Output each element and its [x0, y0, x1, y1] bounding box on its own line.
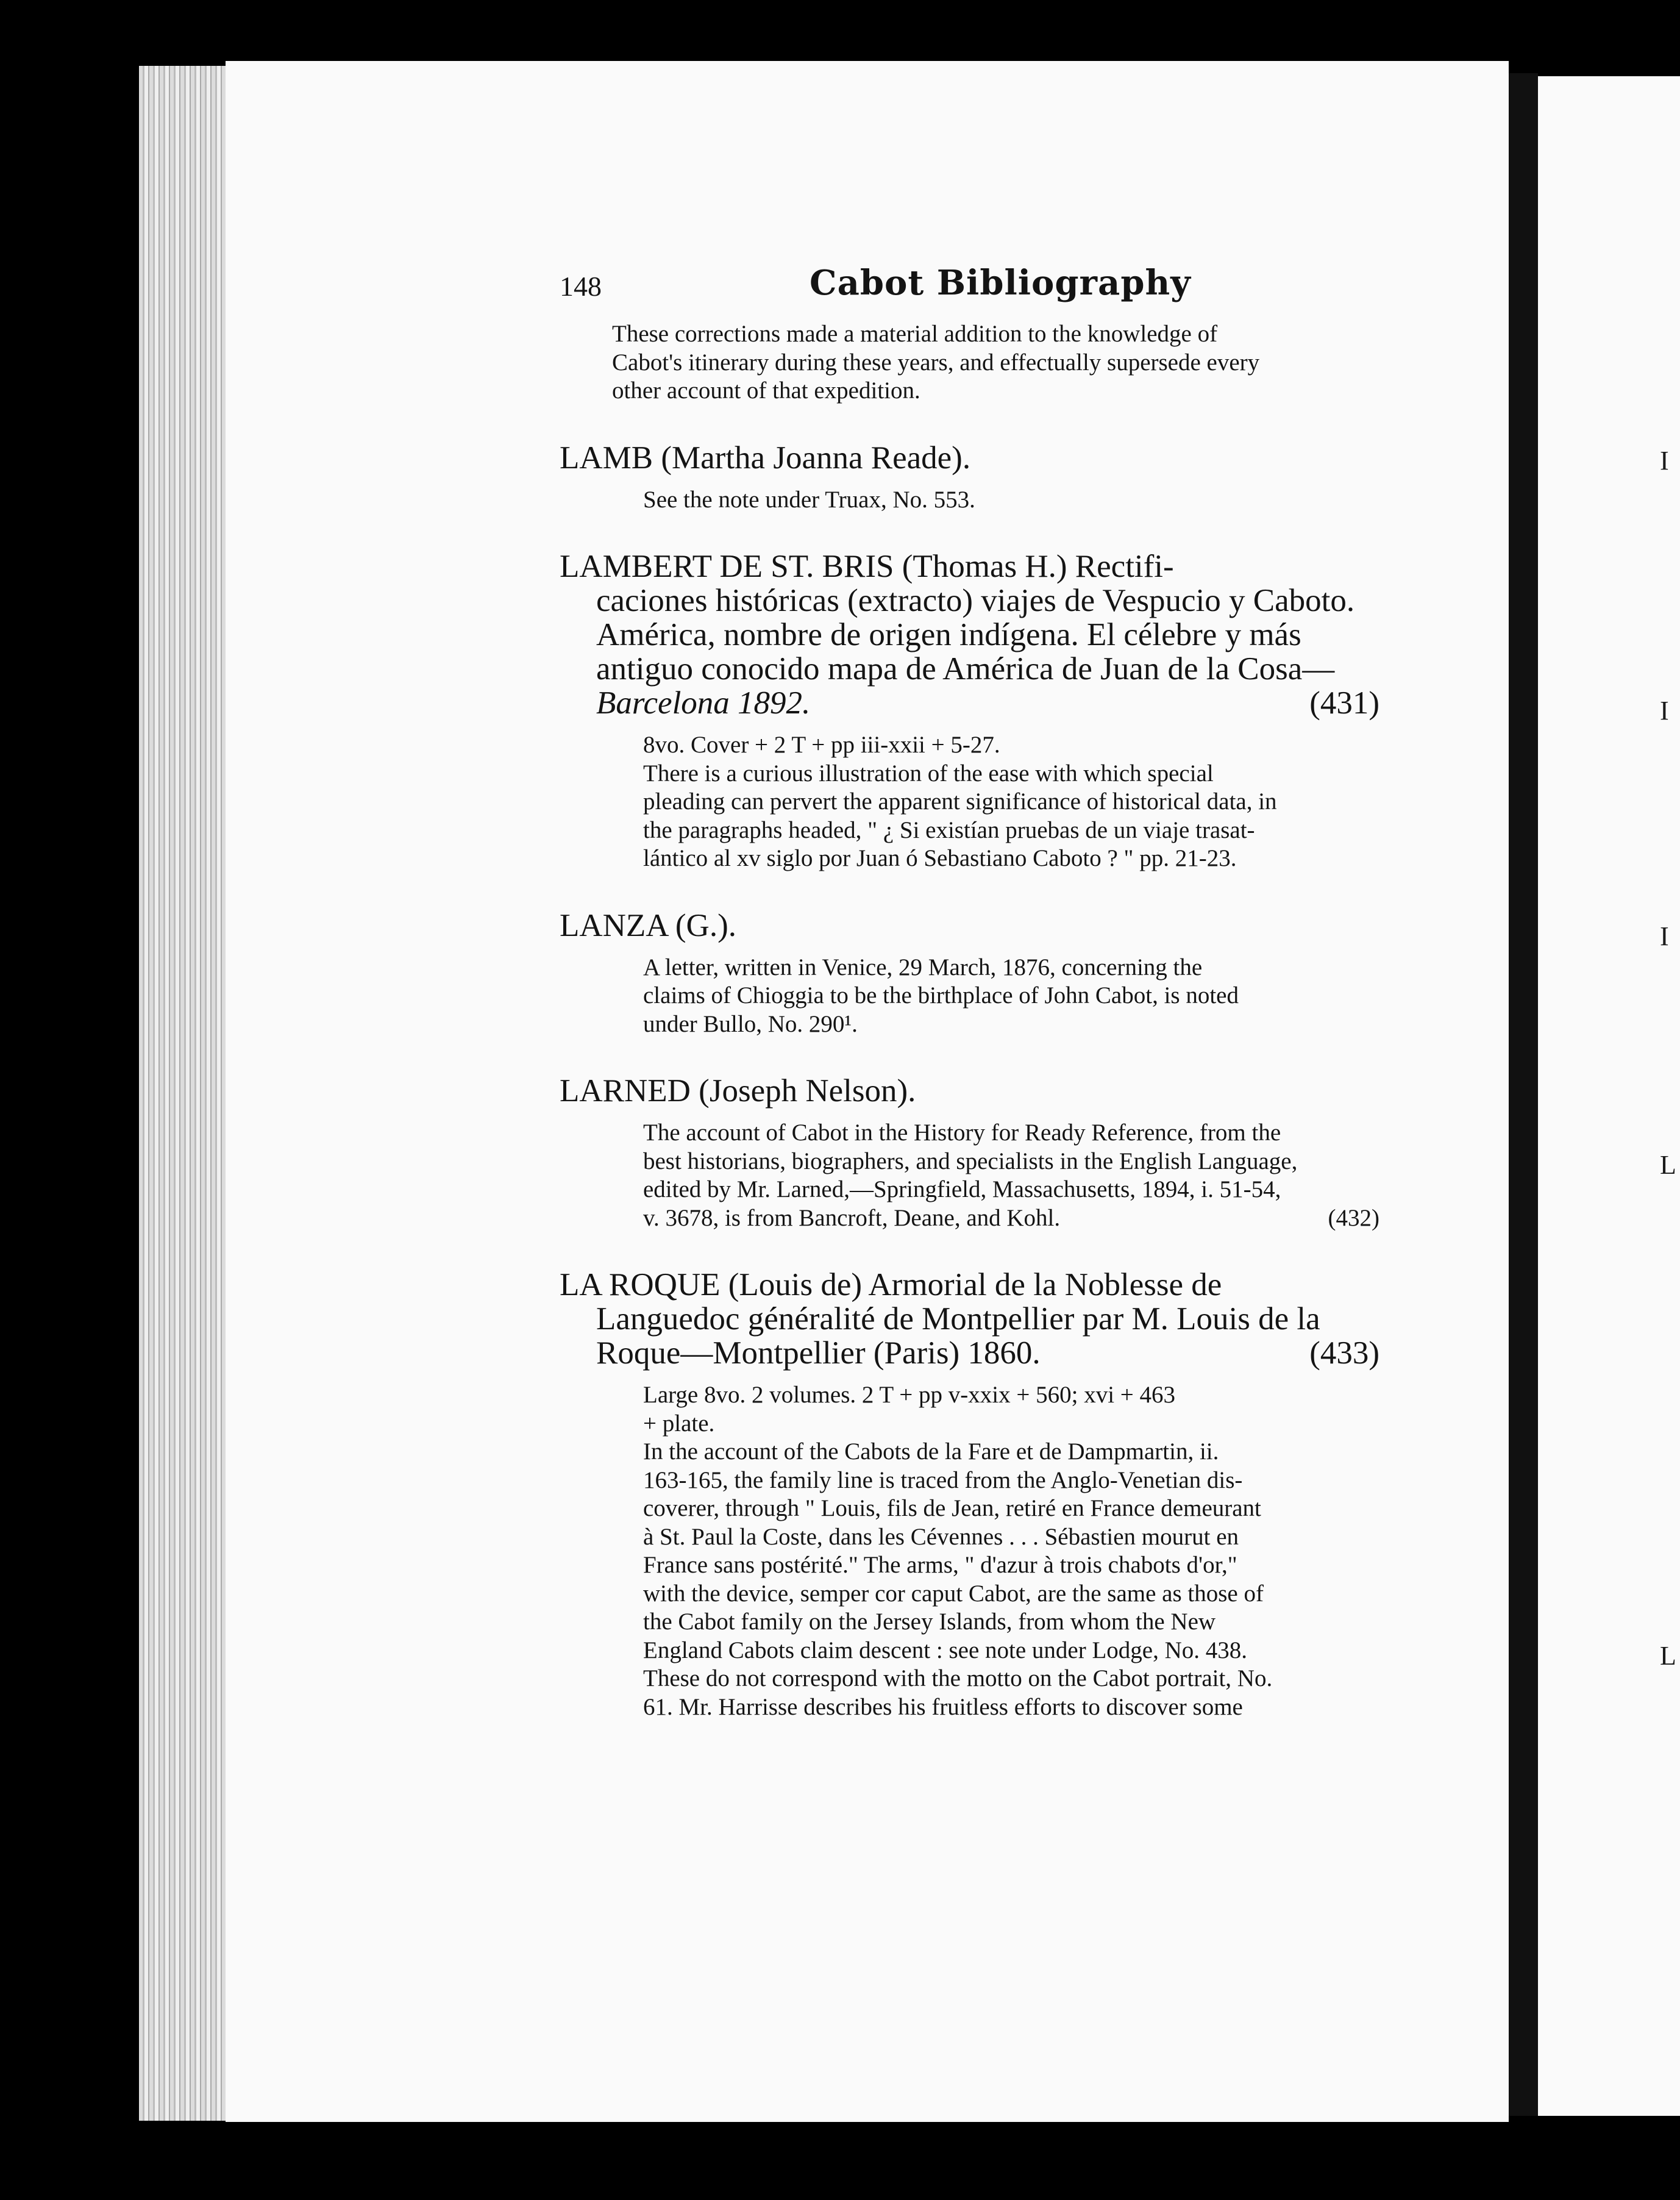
text-line: + plate.: [643, 1410, 715, 1437]
title-line: caciones históricas (extracto) viajes de Vespucio y Caboto.: [596, 583, 1355, 618]
entry-lanza: [560, 909, 1379, 1039]
text-block: [560, 259, 1379, 1721]
book-gutter: [1509, 73, 1538, 2116]
text-line: the Cabot family on the Jersey Islands, from whom the New: [643, 1609, 1216, 1635]
text-line: There is a curious illustration of the ease with which special: [643, 760, 1214, 787]
text-line: Cabot's itinerary during these years, and effectually supersede every: [612, 349, 1260, 376]
text-line: pleading can pervert the apparent significance of historical data, in: [643, 788, 1277, 815]
text-line: lántico al xv siglo por Juan ó Sebastiano Caboto ? " pp. 21-23.: [643, 845, 1237, 871]
text-line: These do not correspond with the motto on the Cabot portrait, No.: [643, 1665, 1273, 1691]
text-line: The account of Cabot in the History for Ready Reference, from the: [643, 1120, 1281, 1146]
entry-heading: LARNED (Joseph Nelson).: [560, 1073, 916, 1109]
title-line: LAMBERT DE ST. BRIS (Thomas H.) Rectifi-: [560, 549, 1174, 584]
text-line: v. 3678, is from Bancroft, Deane, and Kohl.: [643, 1204, 1061, 1231]
entry-number: (431): [1309, 685, 1379, 721]
facing-page-fragment: L: [1660, 1150, 1676, 1180]
facing-page-fragment: I: [1660, 921, 1669, 951]
title-line: América, nombre de origen indígena. El célebre y más: [596, 617, 1301, 652]
text-line: the paragraphs headed, " ¿ Si existían pruebas de un viaje trasat-: [643, 816, 1255, 843]
title-line: LA ROQUE (Louis de) Armorial de la Noblesse de: [560, 1267, 1222, 1302]
text-line: à St. Paul la Coste, dans les Cévennes . . . Sébastien mourut en: [643, 1523, 1239, 1550]
title-line: Languedoc généralité de Montpellier par M. Louis de la: [596, 1301, 1320, 1337]
entry-note: [643, 760, 1379, 873]
entry-number: (432): [1328, 1204, 1379, 1231]
facing-page-edge: [1538, 76, 1680, 2116]
text-line: coverer, through " Louis, fils de Jean, retiré en France demeurant: [643, 1495, 1261, 1521]
text-line: 61. Mr. Harrisse describes his fruitless efforts to discover some: [643, 1693, 1243, 1720]
entry-heading: LANZA (G.).: [560, 907, 736, 943]
text-line: In the account of the Cabots de la Fare et de Dampmartin, ii.: [643, 1438, 1219, 1465]
entry-collation: [643, 1381, 1379, 1438]
text-line: 163-165, the family line is traced from the Anglo-Venetian dis-: [643, 1466, 1243, 1493]
entry-title: [560, 549, 1379, 720]
text-line: Large 8vo. 2 volumes. 2 T + pp v-xxix + 560; xvi + 463: [643, 1382, 1176, 1408]
facing-page-fragment: I: [1660, 696, 1669, 726]
intro-paragraph: [612, 320, 1379, 405]
text-line: A letter, written in Venice, 29 March, 1876, concerning the: [643, 954, 1203, 980]
entry-note: [643, 954, 1379, 1039]
text-line: best historians, biographers, and specialists in the English Language,: [643, 1148, 1298, 1174]
facing-page-fragment: I: [1660, 446, 1669, 476]
entry-heading: LAMB (Martha Joanna Reade).: [560, 440, 971, 476]
entry-lambert: [560, 549, 1379, 873]
text-line: France sans postérité." The arms, " d'azur à trois chabots d'or,": [643, 1552, 1237, 1578]
entry-note: [643, 1119, 1379, 1232]
entry-la-roque: [560, 1268, 1379, 1721]
entry-title: [560, 1268, 1379, 1370]
text-line: under Bullo, No. 290¹.: [643, 1010, 858, 1037]
entry-imprint: Roque—Montpellier (Paris) 1860.: [596, 1335, 1041, 1371]
text-line: edited by Mr. Larned,—Springfield, Massachusetts, 1894, i. 51-54,: [643, 1176, 1281, 1202]
entry-note: See the note under Truax, No. 553.: [643, 486, 975, 513]
entry-number: (433): [1309, 1335, 1379, 1371]
running-head: [560, 259, 1379, 308]
text-line: These corrections made a material addition to the knowledge of: [612, 321, 1218, 347]
entry-note: [643, 1438, 1379, 1721]
entry-collation: 8vo. Cover + 2 T + pp iii-xxii + 5-27.: [643, 732, 1000, 758]
entry-larned: [560, 1074, 1379, 1232]
page-edge-stack: [139, 66, 230, 2121]
text-line: claims of Chioggia to be the birthplace of John Cabot, is noted: [643, 982, 1239, 1009]
text-line: England Cabots claim descent : see note under Lodge, No. 438.: [643, 1637, 1247, 1663]
page-number: 148: [560, 271, 602, 302]
title-line: antiguo conocido mapa de América de Juan de la Cosa—: [596, 651, 1335, 687]
entry-imprint: Barcelona 1892.: [596, 685, 811, 721]
text-line: with the device, semper cor caput Cabot, are the same as those of: [643, 1580, 1264, 1607]
running-head-title: Cabot Bibliography: [810, 263, 1191, 303]
entry-lamb: [560, 441, 1379, 515]
facing-page-fragment: L: [1660, 1641, 1676, 1671]
text-line: other account of that expedition.: [612, 377, 920, 404]
